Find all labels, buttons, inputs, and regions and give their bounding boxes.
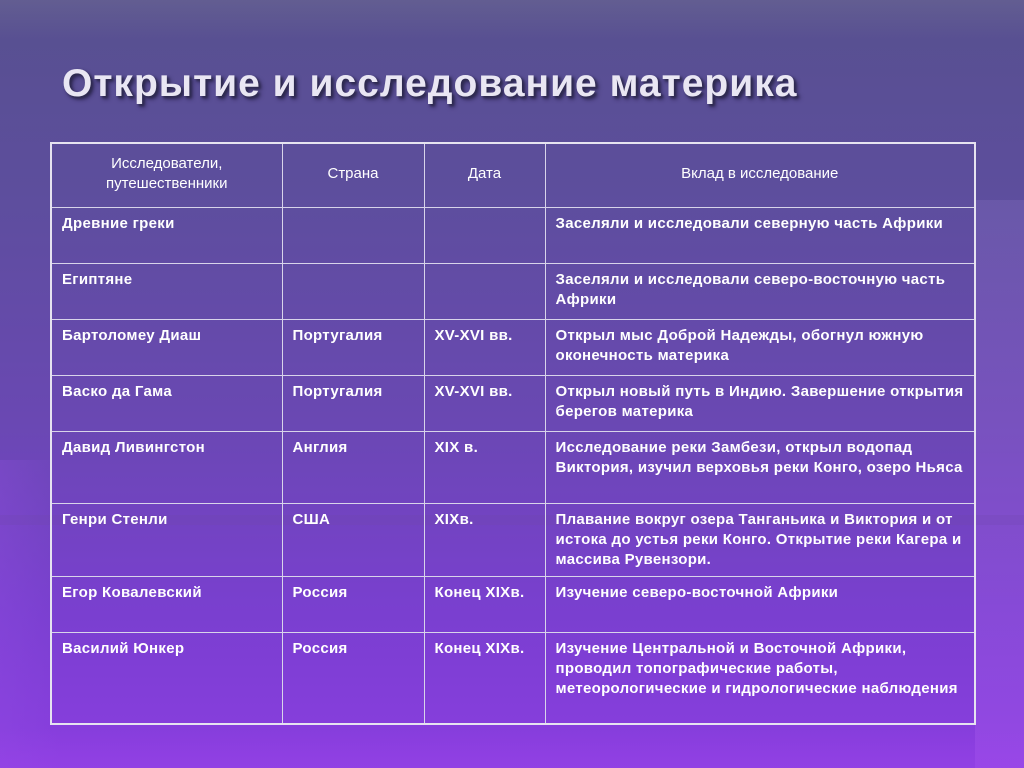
- cell-date: XIX в.: [424, 431, 545, 503]
- cell-date: XV-XVI вв.: [424, 319, 545, 375]
- cell-date: [424, 263, 545, 319]
- table-header-row: [51, 143, 975, 207]
- cell-country: [282, 207, 424, 263]
- cell-contribution: Открыл мыс Доброй Надежды, обогнул южную оконечность материка: [545, 319, 975, 375]
- cell-contribution: Открыл новый путь в Индию. Завершение открытия берегов материка: [545, 375, 975, 431]
- cell-contribution: Исследование реки Замбези, открыл водопад Виктория, изучил верховья реки Конго, озеро Ньяса: [545, 431, 975, 503]
- header-contribution: Вклад в исследование: [545, 142, 975, 206]
- cell-explorer: Егор Ковалевский: [51, 576, 282, 632]
- cell-contribution: Заселяли и исследовали северную часть Африки: [545, 207, 975, 263]
- table-row: [51, 431, 975, 503]
- cell-date: Конец XIXв.: [424, 576, 545, 632]
- cell-country: Португалия: [282, 319, 424, 375]
- table-row: [51, 632, 975, 724]
- cell-country: Россия: [282, 576, 424, 632]
- table-row: [51, 263, 975, 319]
- cell-contribution: Изучение северо-восточной Африки: [545, 576, 975, 632]
- cell-date: Конец XIXв.: [424, 632, 545, 724]
- cell-explorer: Древние греки: [51, 207, 282, 263]
- cell-country: Россия: [282, 632, 424, 724]
- cell-explorer: Василий Юнкер: [51, 632, 282, 724]
- cell-contribution: Заселяли и исследовали северо-восточную часть Африки: [545, 263, 975, 319]
- cell-date: XV-XVI вв.: [424, 375, 545, 431]
- background-bottom-band: [0, 728, 1024, 768]
- header-explorers: Исследователи, путешественники: [51, 142, 282, 206]
- cell-explorer: Васко да Гама: [51, 375, 282, 431]
- cell-explorer: Генри Стенли: [51, 503, 282, 576]
- cell-country: [282, 263, 424, 319]
- cell-country: Португалия: [282, 375, 424, 431]
- background-right-band: [975, 200, 1024, 768]
- background-top-band: [0, 0, 1024, 40]
- cell-contribution: Изучение Центральной и Восточной Африки, проводил топографические работы, метеорологические и гидрологические наблюдения: [545, 632, 975, 724]
- cell-country: Англия: [282, 431, 424, 503]
- explorers-table: [50, 142, 976, 725]
- header-country: Страна: [282, 142, 424, 206]
- cell-explorer: Бартоломеу Диаш: [51, 319, 282, 375]
- cell-contribution: Плавание вокруг озера Танганьика и Виктория и от истока до устья реки Конго. Открытие реки Кагера и массива Рувензори.: [545, 503, 975, 576]
- cell-explorer: Египтяне: [51, 263, 282, 319]
- table-row: [51, 319, 975, 375]
- cell-country: США: [282, 503, 424, 576]
- table-row: [51, 375, 975, 431]
- table-row: [51, 576, 975, 632]
- cell-date: XIXв.: [424, 503, 545, 576]
- table-row: [51, 207, 975, 263]
- cell-date: [424, 207, 545, 263]
- table-row: [51, 503, 975, 576]
- slide-title: Открытие и исследование материка: [62, 62, 798, 105]
- cell-explorer: Давид Ливингстон: [51, 431, 282, 503]
- header-date: Дата: [424, 142, 545, 206]
